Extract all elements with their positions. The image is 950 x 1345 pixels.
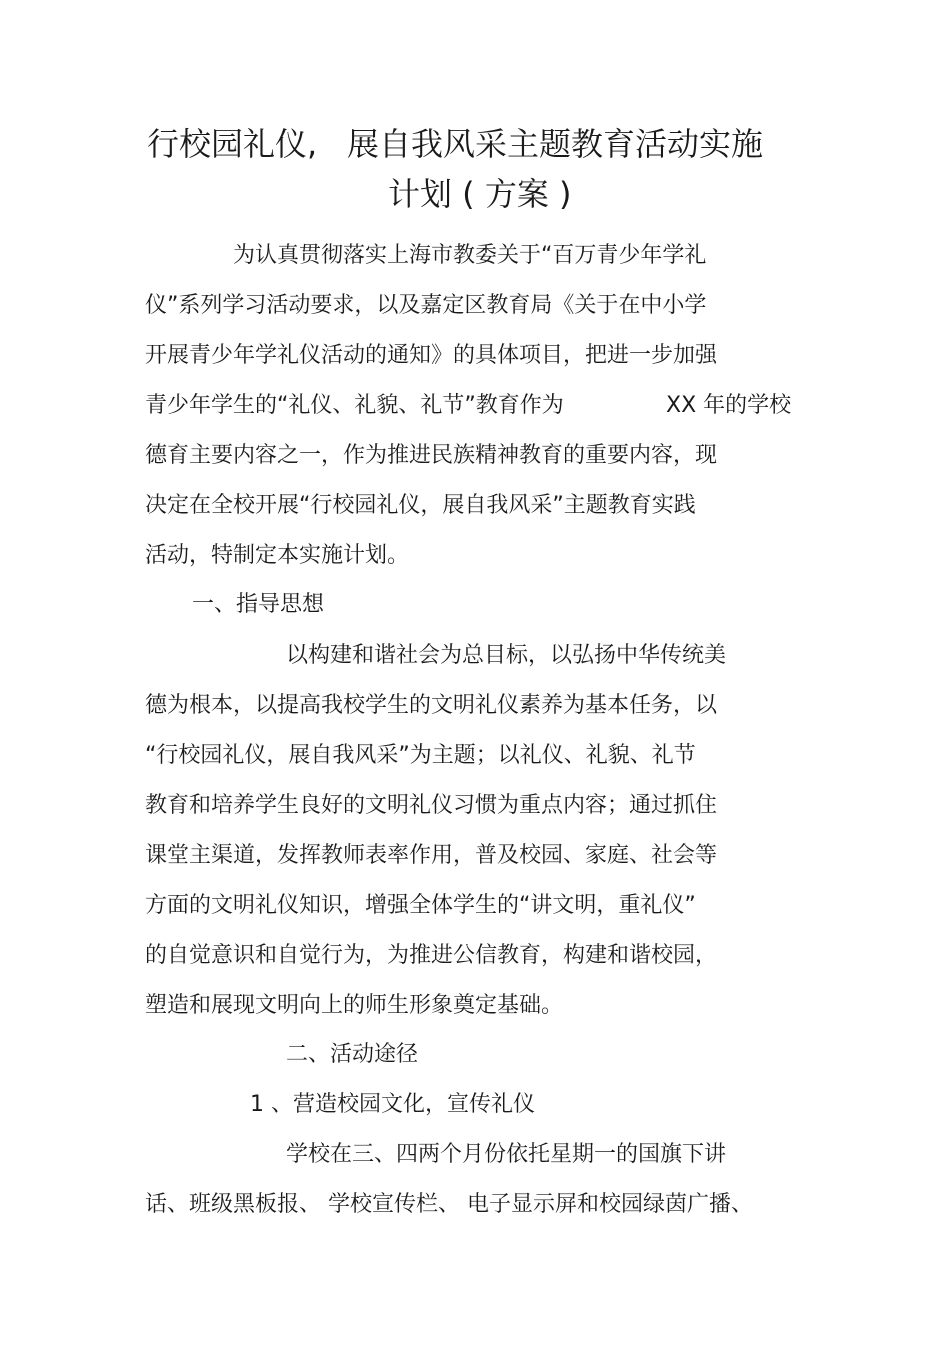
title-line-1a: 行校园礼仪, <box>147 125 318 163</box>
section1-line-2: 德为根本，以提高我校学生的文明礼仪素养为基本任务，以 <box>145 693 718 718</box>
section1-line-6: 方面的文明礼仪知识，增强全体学生的“讲文明，重礼仪” <box>145 893 696 918</box>
section-heading-activity-approach: 二、活动途径 <box>286 1042 419 1067</box>
section2-line-1: 学校在三、四两个月份依托星期一的国旗下讲 <box>286 1142 727 1167</box>
intro-line-7: 活动，特制定本实施计划。 <box>145 543 410 568</box>
intro-line-3: 开展青少年学礼仪活动的通知》的具体项目，把进一步加强 <box>145 343 718 368</box>
intro-line-1: 为认真贯彻落实上海市教委关于“百万青少年学礼 <box>233 243 707 268</box>
title-line-2: 计划 ( 方案 ) <box>388 175 572 213</box>
section-heading-guiding-thought: 一、指导思想 <box>192 592 325 617</box>
section1-line-3: “行校园礼仪，展自我风采”为主题；以礼仪、礼貌、礼节 <box>145 743 696 768</box>
intro-line-4a: 青少年学生的“礼仪、礼貌、礼节”教育作为 <box>145 393 564 418</box>
intro-line-5: 德育主要内容之一，作为推进民族精神教育的重要内容，现 <box>145 443 718 468</box>
section2-line-2: 话、班级黑板报、 学校宣传栏、 电子显示屏和校园绿茵广播、 <box>145 1192 753 1217</box>
section1-line-4: 教育和培养学生良好的文明礼仪习惯为重点内容；通过抓住 <box>145 793 718 818</box>
intro-line-2: 仪”系列学习活动要求，以及嘉定区教育局《关于在中小学 <box>145 293 707 318</box>
intro-line-6: 决定在全校开展“行校园礼仪，展自我风采”主题教育实践 <box>145 493 696 518</box>
section1-line-7: 的自觉意识和自觉行为，为推进公信教育，构建和谐校园， <box>145 943 718 968</box>
section1-line-8: 塑造和展现文明向上的师生形象奠定基础。 <box>145 993 564 1018</box>
section1-line-5: 课堂主渠道，发挥教师表率作用，普及校园、家庭、社会等 <box>145 843 718 868</box>
intro-line-4b: XX 年的学校 <box>666 393 792 418</box>
title-line-1b: 展自我风采主题教育活动实施 <box>347 125 764 163</box>
subsection-heading-1: 1 、营造校园文化，宣传礼仪 <box>250 1092 535 1117</box>
section1-line-1: 以构建和谐社会为总目标，以弘扬中华传统美 <box>286 643 727 668</box>
